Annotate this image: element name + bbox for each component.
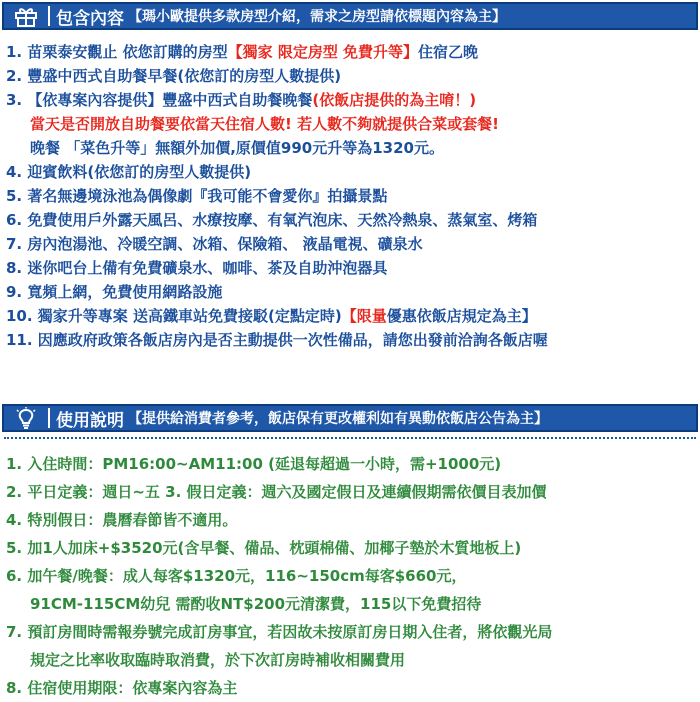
item-text: 11. 因應政府政策各飯店房內是否主動提供一次性備品，請您出發前洽詢各飯店喔	[6, 331, 548, 349]
section-header-included	[2, 2, 698, 30]
list-item	[0, 208, 700, 232]
item-text: 晚餐 「菜色升等」無額外加價,原價值990元升等為1320元。	[30, 139, 444, 157]
list-item	[0, 136, 700, 160]
lightbulb-icon	[4, 406, 48, 430]
list-item	[0, 232, 700, 256]
gift-icon	[4, 4, 48, 28]
list-item: 4. 特別假日：農曆春節皆不適用。	[6, 511, 238, 529]
highlight-text: 【獨家 限定房型 免費升等】	[227, 43, 419, 61]
section-title: 使用說明	[56, 410, 124, 431]
list-item	[0, 184, 700, 208]
section-subtitle: 【提供給消費者參考，飯店保有更改權利如有異動依飯店公告為主】	[128, 411, 548, 427]
section-header-usage	[2, 404, 698, 432]
header-divider	[48, 408, 50, 428]
item-text: 6. 免費使用戶外露天風呂、水療按摩、有氧汽泡床、天然冷熱泉、蒸氣室、烤箱	[6, 211, 538, 229]
item-text: 優惠依飯店規定為主】	[386, 307, 537, 325]
list-item: 7. 預訂房間時需報券號完成訂房事宜，若因故未按原訂房日期入住者，將依觀光局	[6, 623, 553, 641]
list-item: 2. 平日定義：週日~五 3. 假日定義：週六及國定假日及連續假期需依價目表加價	[6, 483, 547, 501]
item-text: 8. 迷你吧台上備有免費礦泉水、咖啡、茶及自助沖泡器具	[6, 259, 388, 277]
highlight-text: 當天是否開放自助餐要依當天住宿人數! 若人數不夠就提供合菜或套餐!	[30, 115, 499, 133]
item-text: 9. 寬頻上網，免費使用網路設施	[6, 283, 223, 301]
highlight-text: 【限量	[341, 307, 387, 325]
section-title: 包含內容	[56, 8, 124, 29]
list-item: 91CM-115CM幼兒 需酌收NT$200元清潔費，115以下免費招待	[30, 595, 482, 613]
list-item: 1. 入住時間：PM16:00~AM11:00 (延退每超過一小時，需+1000元)	[6, 455, 502, 473]
item-text: 3. 【依專案內容提供】豐盛中西式自助餐晚餐	[6, 91, 313, 109]
list-item	[0, 256, 700, 280]
item-text: 10. 獨家升等專案 送高鐵車站免費接駁(定點定時)	[6, 307, 342, 325]
item-text: 5. 著名無邊境泳池為偶像劇『我可能不會愛你』拍攝景點	[6, 187, 388, 205]
list-item	[0, 40, 700, 64]
list-item	[0, 328, 700, 352]
item-text: 1. 苗栗泰安觀止 依您訂購的房型	[6, 43, 228, 61]
section-subtitle: 【瑪小歐提供多款房型介紹，需求之房型請依標題內容為主】	[128, 9, 506, 25]
item-text: 2. 豐盛中西式自助餐早餐(依您訂的房型人數提供)	[6, 67, 342, 85]
highlight-text: (依飯店提供的為主唷！)	[312, 91, 477, 109]
usage-list	[0, 450, 700, 702]
item-text: 4. 迎賓飲料(依您訂的房型人數提供)	[6, 163, 252, 181]
list-item: 8. 住宿使用期限：依專案內容為主	[6, 679, 238, 697]
list-item	[0, 280, 700, 304]
dotted-divider	[4, 437, 696, 439]
item-text: 住宿乙晚	[418, 43, 479, 61]
header-divider	[48, 6, 50, 26]
item-text: 7. 房內泡湯池、冷暖空調、冰箱、保險箱、 液晶電視、礦泉水	[6, 235, 423, 253]
list-item	[0, 64, 700, 88]
list-item	[0, 304, 700, 328]
list-item	[0, 112, 700, 136]
included-list	[0, 40, 700, 352]
list-item: 5. 加1人加床+$3520元(含早餐、備品、枕頭棉備、加椰子墊於木質地板上)	[6, 539, 522, 557]
list-item	[0, 88, 700, 112]
list-item: 規定之比率收取臨時取消費，於下次訂房時補收相關費用	[30, 651, 406, 669]
list-item: 6. 加午餐/晚餐：成人每客$1320元，116~150cm每客$660元，	[6, 567, 467, 585]
list-item	[0, 160, 700, 184]
